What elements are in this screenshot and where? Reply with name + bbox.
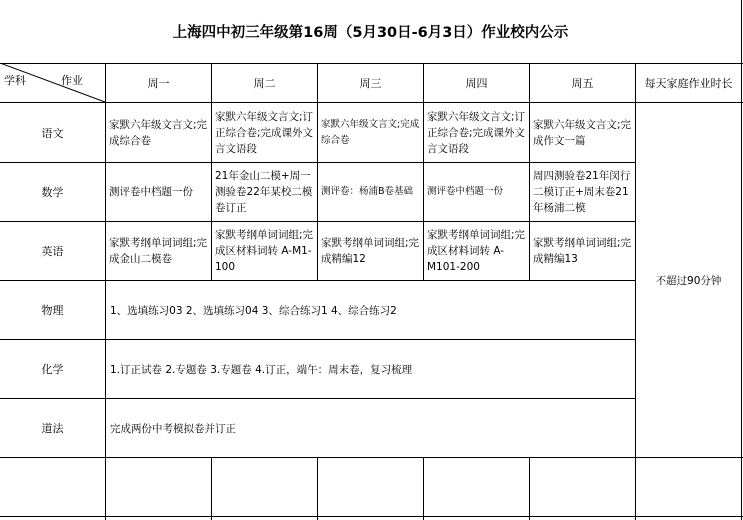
chinese-mon-cell bbox=[106, 103, 211, 162]
english-fri-cell bbox=[530, 222, 635, 280]
cell-text: 家默考纲单词词组;完成区材料词转 A-M101-200 bbox=[427, 229, 526, 273]
day-header-thu: 周四 bbox=[465, 77, 488, 90]
cell-text: 测评卷中档题一份 bbox=[427, 186, 504, 197]
day-header-wed: 周三 bbox=[359, 77, 382, 90]
chinese-fri-cell bbox=[530, 103, 635, 162]
chemistry-week-cell bbox=[106, 340, 635, 398]
subject-morality-law: 道法 bbox=[41, 422, 64, 435]
english-tue-cell bbox=[212, 222, 317, 280]
subject-chemistry: 化学 bbox=[41, 363, 64, 376]
english-wed-cell bbox=[318, 222, 423, 280]
cell-text: 1、选填练习03 2、选填练习04 3、综合练习1 4、综合练习2 bbox=[110, 304, 397, 317]
chinese-thu-cell bbox=[424, 103, 529, 162]
corner-homework-label: 作业 bbox=[61, 74, 83, 87]
day-header-mon: 周一 bbox=[147, 77, 170, 90]
math-tue-cell bbox=[212, 163, 317, 221]
chinese-wed-cell bbox=[318, 103, 423, 162]
page-title: 上海四中初三年级第16周（5月30日-6月3日）作业校内公示 bbox=[172, 25, 569, 41]
subject-physics: 物理 bbox=[41, 304, 64, 317]
cell-text: 周四测验卷21年闵行二模订正+周末卷21年杨浦二模 bbox=[533, 170, 631, 214]
cell-text: 21年金山二模+周一测验卷22年某校二模卷订正 bbox=[215, 170, 313, 214]
cell-text: 家默六年级文言文;完成综合卷 bbox=[321, 118, 420, 146]
corner-subject-label: 学科 bbox=[4, 74, 26, 87]
math-fri-cell bbox=[530, 163, 635, 221]
grid-line bbox=[211, 457, 212, 520]
cell-text: 家默考纲单词词组;完成精编12 bbox=[321, 237, 420, 265]
day-header-tue: 周二 bbox=[253, 77, 276, 90]
cell-text: 家默考纲单词词组;完成区材料词转 A-M1-100 bbox=[215, 229, 314, 273]
subject-chinese: 语文 bbox=[41, 126, 64, 140]
cell-text: 完成两份中考模拟卷并订正 bbox=[110, 422, 236, 435]
grid-line bbox=[529, 457, 530, 520]
cell-text: 家默六年级文言文;订正综合卷;完成课外文言文语段 bbox=[215, 110, 314, 155]
math-thu-cell bbox=[424, 163, 529, 221]
cell-text: 测评卷中档题一份 bbox=[109, 186, 193, 198]
cell-text: 家默考纲单词词组;完成精编13 bbox=[533, 237, 632, 265]
cell-text: 家默六年级文言文;完成综合卷 bbox=[109, 118, 208, 147]
chinese-tue-cell bbox=[212, 103, 317, 162]
grid-line bbox=[0, 457, 743, 458]
cell-text: 家默六年级文言文;订正综合卷;完成课外文言文语段 bbox=[427, 110, 526, 155]
cell-text: 测评卷：杨浦B卷基础 bbox=[321, 186, 414, 197]
grid-line bbox=[423, 457, 424, 520]
grid-line bbox=[741, 0, 742, 520]
cell-text: 家默六年级文言文;完成作文一篇 bbox=[533, 118, 632, 147]
cell-text: 家默考纲单词词组;完成金山二模卷 bbox=[109, 237, 208, 265]
english-thu-cell bbox=[424, 222, 529, 280]
cell-text: 1.订正试卷 2.专题卷 3.专题卷 4.订正，端午：周末卷，复习梳理 bbox=[110, 363, 413, 376]
math-mon-cell bbox=[106, 163, 211, 221]
grid-line bbox=[0, 516, 743, 517]
duration-header: 每天家庭作业时长 bbox=[644, 77, 733, 90]
morality-law-week-cell bbox=[106, 399, 635, 457]
physics-week-cell bbox=[106, 281, 635, 339]
subject-math: 数学 bbox=[41, 186, 64, 199]
english-mon-cell bbox=[106, 222, 211, 280]
duration-value: 不超过90分钟 bbox=[655, 274, 722, 287]
math-wed-cell bbox=[318, 163, 423, 221]
day-header-fri: 周五 bbox=[571, 77, 594, 90]
subject-english: 英语 bbox=[41, 245, 64, 258]
grid-line bbox=[317, 457, 318, 520]
